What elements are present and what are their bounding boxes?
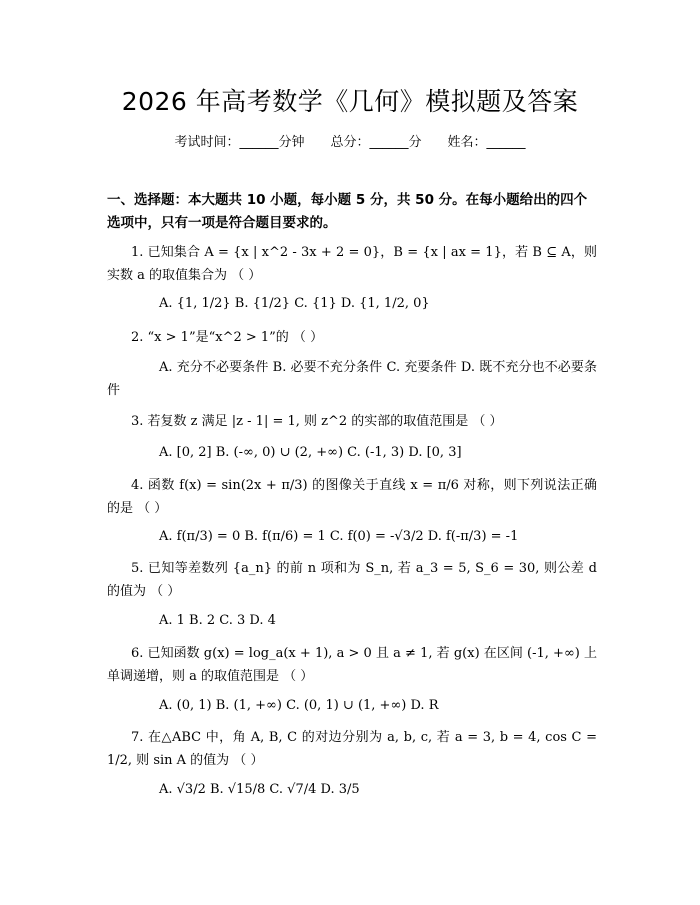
question-stem-6: 6. 已知函数 g(x) = log_a(x + 1), a > 0 且 a ≠ 1, 若 g(x) 在区间 (-1, +∞) 上单调递增，则 a 的取值范围是 （ ） — [107, 646, 597, 684]
question-stem-1: 1. 已知集合 A = {x | x^2 - 3x + 2 = 0}，B = {x | ax = 1}，若 B ⊆ A，则实数 a 的取值集合为 （ ） — [107, 245, 597, 283]
question-options-3: A. [0, 2] B. (-∞, 0) ∪ (2, +∞) C. (-1, 3) D. [0, 3] — [159, 445, 462, 460]
question-options-7: A. √3/2 B. √15/8 C. √7/4 D. 3/5 — [159, 782, 360, 797]
student-name-label: 姓名：______ — [447, 135, 526, 150]
question-options-4: A. f(π/3) = 0 B. f(π/6) = 1 C. f(0) = -√3/2 D. f(-π/3) = -1 — [159, 529, 519, 544]
question-stem-2: 2. “x > 1”是“x^2 > 1”的 （ ） — [131, 330, 324, 345]
question-stem-4: 4. 函数 f(x) = sin(2x + π/3) 的图像关于直线 x = π/6 对称，则下列说法正确的是 （ ） — [107, 478, 597, 516]
question-options-2: A. 充分不必要条件 B. 必要不充分条件 C. 充要条件 D. 既不充分也不必要条件 — [107, 360, 597, 398]
question-stem-5: 5. 已知等差数列 {a_n} 的前 n 项和为 S_n, 若 a_3 = 5, S_6 = 30, 则公差 d 的值为 （ ） — [107, 561, 597, 599]
exam-info-line — [0, 131, 700, 150]
question-options-6: A. (0, 1) B. (1, +∞) C. (0, 1) ∪ (1, +∞) D. R — [159, 698, 439, 713]
question-stem-7: 7. 在△ABC 中，角 A, B, C 的对边分别为 a, b, c, 若 a = 3, b = 4, cos C = 1/2, 则 sin A 的值为 （ ） — [107, 730, 597, 768]
question-options-1: A. {1, 1/2} B. {1/2} C. {1} D. {1, 1/2, 0} — [159, 296, 430, 311]
section-header: 一、选择题：本大题共 10 小题，每小题 5 分，共 50 分。在每小题给出的四个选项中，只有一项是符合题目要求的。 — [107, 192, 588, 231]
exam-time-label: 考试时间：______分钟 — [174, 135, 305, 150]
page-title: 2026 年高考数学《几何》模拟题及答案 — [121, 87, 579, 116]
question-stem-3: 3. 若复数 z 满足 |z - 1| = 1, 则 z^2 的实部的取值范围是 （ ） — [131, 414, 503, 429]
total-score-label: 总分：______分 — [330, 135, 422, 150]
question-options-5: A. 1 B. 2 C. 3 D. 4 — [159, 613, 276, 628]
